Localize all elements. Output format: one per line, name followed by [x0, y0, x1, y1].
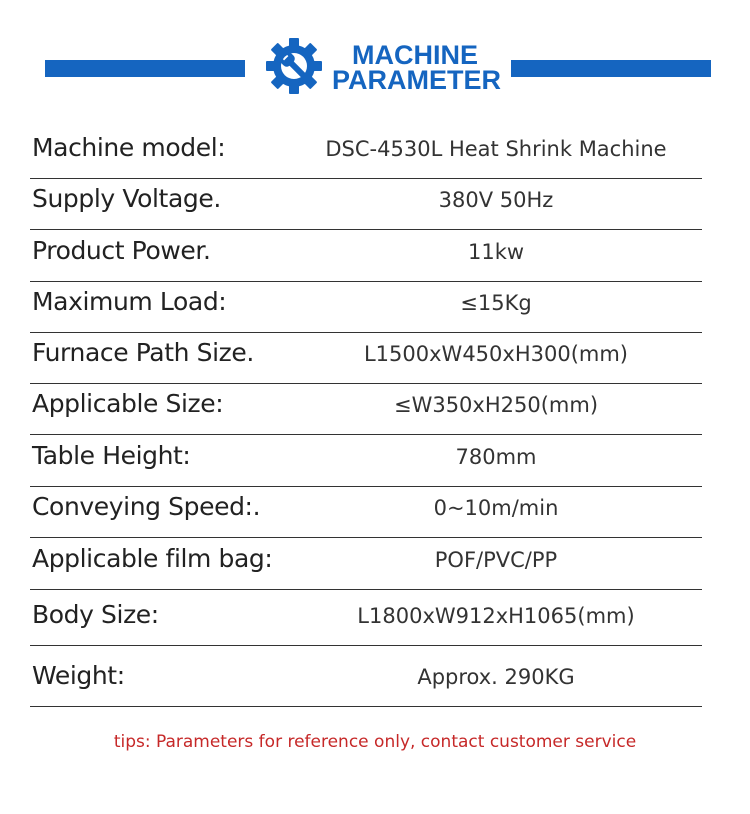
- row-divider: [30, 229, 702, 230]
- param-row-table-height: [30, 436, 702, 487]
- param-row-product-power: [30, 231, 702, 282]
- header: [0, 0, 750, 120]
- title-line-1: MACHINE: [352, 40, 478, 70]
- param-label: Furnace Path Size.: [32, 338, 254, 367]
- row-divider: [30, 434, 702, 435]
- param-value: Approx. 290KG: [417, 665, 575, 689]
- gear-wrench-icon: [264, 36, 324, 96]
- param-value: 780mm: [455, 445, 537, 469]
- param-value: POF/PVC/PP: [434, 548, 558, 572]
- param-row-machine-model: [30, 128, 702, 179]
- param-value: ≤W350xH250(mm): [393, 393, 599, 417]
- param-label: Table Height:: [32, 441, 191, 470]
- param-value: ≤15Kg: [460, 291, 532, 315]
- param-value: L1800xW912xH1065(mm): [357, 604, 635, 628]
- param-row-supply-voltage: [30, 179, 702, 230]
- header-bar-right: [511, 60, 711, 77]
- param-label: Applicable film bag:: [32, 544, 273, 573]
- tips-note: tips: Parameters for reference only, contact customer service: [113, 732, 637, 752]
- row-divider: [30, 645, 702, 646]
- page-title: [332, 40, 512, 95]
- param-value: 0~10m/min: [433, 496, 559, 520]
- param-value: 380V 50Hz: [438, 188, 554, 212]
- param-label: Machine model:: [32, 133, 226, 162]
- param-label: Product Power.: [32, 236, 211, 265]
- param-label: Maximum Load:: [32, 287, 227, 316]
- param-row-body-size: [30, 595, 702, 646]
- param-value: DSC-4530L Heat Shrink Machine: [325, 137, 667, 161]
- param-row-furnace-path-size: [30, 333, 702, 384]
- param-row-applicable-film-bag: [30, 539, 702, 590]
- param-value: L1500xW450xH300(mm): [363, 342, 629, 366]
- param-row-weight: [30, 656, 702, 707]
- row-divider: [30, 589, 702, 590]
- param-label: Conveying Speed:.: [32, 492, 261, 521]
- param-value: 11kw: [467, 240, 525, 264]
- param-row-maximum-load: [30, 282, 702, 333]
- param-label: Body Size:: [32, 600, 159, 629]
- param-label: Supply Voltage.: [32, 184, 221, 213]
- header-bar-left: [45, 60, 245, 77]
- param-row-applicable-size: [30, 384, 702, 435]
- row-divider: [30, 706, 702, 707]
- param-label: Weight:: [32, 661, 125, 690]
- row-divider: [30, 537, 702, 538]
- param-label: Applicable Size:: [32, 389, 224, 418]
- title-line-2: PARAMETER: [332, 65, 502, 95]
- param-row-conveying-speed: [30, 487, 702, 538]
